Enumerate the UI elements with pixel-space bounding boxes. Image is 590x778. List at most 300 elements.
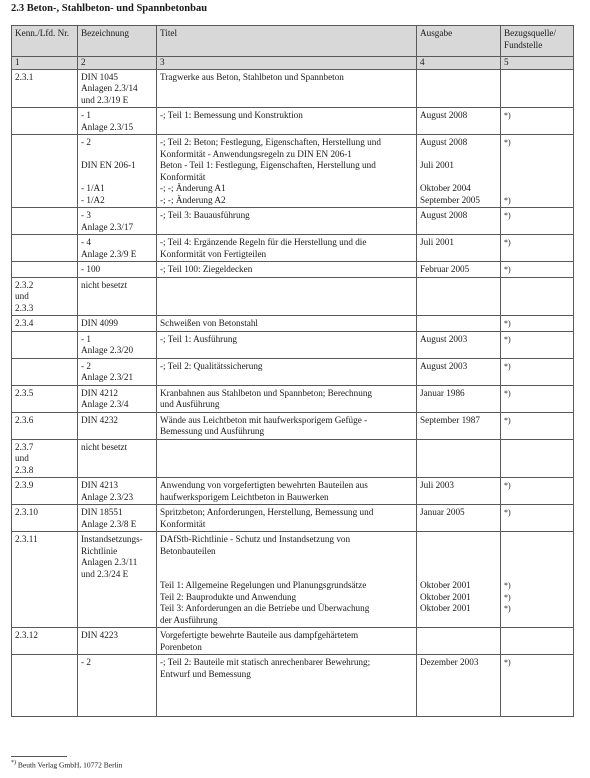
cell-kenn-nr [12, 108, 78, 135]
titel-line [160, 465, 413, 477]
bez-line: DIN 4099 [81, 318, 119, 328]
titel-line: Porenbeton [160, 641, 202, 652]
titel-line: -; Teil 1: Ausführung [160, 333, 238, 344]
bez-line [81, 465, 153, 477]
ausgabe-line [420, 519, 497, 531]
ref-line [504, 442, 570, 454]
cell-kenn-nr [12, 358, 78, 385]
bez-line: und 2.3/19 E [81, 94, 129, 105]
cell-ausgabe [417, 208, 501, 235]
cell-ausgabe [417, 358, 501, 385]
bez-line: DIN 4213 [81, 480, 119, 490]
cell-bezugsquelle [501, 135, 574, 208]
titel-line: DAfStb-Richtlinie - Schutz und Instandsetzung von [160, 534, 351, 544]
ref-line [504, 303, 570, 315]
ref-line [504, 426, 570, 438]
bez-line: nicht besetzt [81, 279, 128, 290]
bez-line [81, 592, 153, 604]
cell-kenn-nr [12, 532, 78, 628]
ausgabe-line [420, 492, 497, 504]
column-number: 2 [78, 57, 157, 70]
ref-line: *) [504, 415, 511, 425]
ausgabe-line [420, 569, 497, 581]
ref-line: *) [504, 111, 511, 120]
ausgabe-line [420, 642, 497, 654]
ref-line [504, 692, 570, 704]
ausgabe-line [420, 630, 497, 642]
cell-bezugsquelle [501, 412, 574, 439]
cell-titel [157, 331, 417, 358]
cell-titel [157, 208, 417, 235]
ausgabe-line [420, 83, 497, 95]
bez-line: und 2.3/24 E [81, 568, 129, 579]
bez-line: Anlage 2.3/8 E [81, 518, 137, 529]
bez-line [81, 615, 153, 627]
ref-line: *) [504, 604, 511, 613]
titel-line: Schweißen von Betonstahl [160, 318, 258, 328]
ausgabe-line: September 1987 [420, 414, 480, 425]
table-row [12, 235, 574, 262]
cell-kenn-nr [12, 277, 78, 316]
ref-line [504, 569, 570, 581]
cell-ausgabe [417, 331, 501, 358]
cell-titel [157, 439, 417, 478]
cell-ausgabe [417, 532, 501, 628]
ausgabe-line: August 2008 [420, 110, 468, 120]
titel-line: -; Teil 100: Ziegeldecken [160, 264, 253, 274]
cell-bezeichnung [78, 505, 157, 532]
ref-line: *) [504, 238, 511, 247]
titel-line: Teil 2: Bauprodukte und Anwendung [160, 591, 297, 602]
bez-line [81, 680, 153, 692]
ref-line: *) [504, 138, 511, 147]
bez-line: DIN 4223 [81, 630, 119, 640]
footnote-rule [11, 756, 67, 757]
kenn-nr-line: und [15, 291, 29, 301]
ref-line: *) [504, 581, 511, 590]
titel-line: -; Teil 4: Ergänzende Regeln für die Herstellung und die [160, 237, 367, 247]
bez-line: - 1/A1 [81, 183, 105, 193]
ausgabe-line [420, 303, 497, 315]
titel-line [160, 95, 413, 107]
titel-line: Teil 1: Allgemeine Regelungen und Planungsgrundsätze [160, 580, 367, 590]
ref-line [504, 249, 570, 261]
bez-line [81, 453, 153, 465]
bez-line: Anlage 2.3/21 [81, 372, 134, 382]
bez-line: - 100 [81, 264, 101, 274]
column-number: 4 [417, 57, 501, 70]
titel-line [160, 703, 413, 715]
table-row [12, 505, 574, 532]
bez-line: - 4 [81, 237, 91, 247]
titel-line: Wände aus Leichtbeton mit haufwerksporigem Gefüge - [160, 414, 368, 425]
cell-titel [157, 69, 417, 108]
cell-ausgabe [417, 628, 501, 655]
titel-line: -; Teil 3: Bauausführung [160, 210, 250, 220]
titel-line [160, 680, 413, 692]
ref-line [504, 291, 570, 303]
kenn-nr-line: 2.3.11 [15, 534, 38, 544]
ref-line: *) [504, 592, 511, 602]
kenn-nr-line: 2.3.5 [15, 387, 34, 398]
titel-line: Konformität - Anwendungsregeln zu DIN EN 206-1 [160, 148, 352, 159]
ausgabe-line [420, 222, 497, 234]
bez-line [81, 291, 153, 303]
ref-line: *) [504, 481, 511, 490]
ref-line: *) [504, 334, 511, 344]
cell-kenn-nr [12, 262, 78, 278]
ref-line [504, 160, 570, 172]
bez-line: - 1 [81, 110, 91, 120]
kenn-nr-line: 2.3.8 [15, 464, 34, 475]
header-titel: Titel [157, 26, 417, 57]
cell-kenn-nr [12, 385, 78, 412]
cell-kenn-nr [12, 505, 78, 532]
ref-line [504, 372, 570, 384]
bez-line [81, 426, 153, 438]
cell-bezeichnung [78, 532, 157, 628]
header-row [12, 26, 574, 57]
bez-line: Anlage 2.3/23 [81, 491, 134, 502]
titel-line: Kranbahnen aus Stahlbeton und Spannbeton; Berechnung [160, 387, 373, 398]
ref-line [504, 345, 570, 357]
titel-line [160, 569, 413, 581]
cell-ausgabe [417, 316, 501, 332]
table-row [12, 69, 574, 108]
cell-bezeichnung [78, 628, 157, 655]
cell-titel [157, 505, 417, 532]
cell-bezugsquelle [501, 655, 574, 717]
bez-line: Instandsetzungs- [81, 534, 143, 544]
ausgabe-line [420, 345, 497, 357]
cell-titel [157, 655, 417, 717]
cell-bezugsquelle [501, 532, 574, 628]
ausgabe-line: August 2003 [420, 333, 468, 344]
cell-titel [157, 628, 417, 655]
ausgabe-line: Juli 2001 [420, 237, 454, 247]
titel-line: Betonbauteilen [160, 545, 216, 556]
cell-ausgabe [417, 385, 501, 412]
ref-line [504, 615, 570, 627]
titel-line: Anwendung von vorgefertigten bewehrten Bauteilen aus [160, 480, 368, 490]
titel-line [160, 222, 413, 234]
cell-bezeichnung [78, 208, 157, 235]
cell-ausgabe [417, 505, 501, 532]
ausgabe-line [420, 372, 497, 384]
ref-line: *) [504, 361, 511, 371]
titel-line: Tragwerke aus Beton, Stahlbeton und Spannbeton [160, 71, 344, 82]
ref-line: *) [504, 211, 511, 220]
cell-bezeichnung [78, 358, 157, 385]
ausgabe-line: Oktober 2001 [420, 591, 471, 602]
norms-table [11, 25, 574, 717]
cell-ausgabe [417, 655, 501, 717]
header-kenn: Kenn./Lfd. Nr. [12, 26, 78, 57]
bez-line: Richtlinie [81, 545, 118, 556]
kenn-nr-line: 2.3.4 [15, 318, 34, 328]
ausgabe-line [420, 280, 497, 292]
cell-bezeichnung [78, 331, 157, 358]
ref-line [504, 492, 570, 504]
cell-bezeichnung [78, 655, 157, 717]
table-row [12, 655, 574, 717]
table-row [12, 439, 574, 478]
cell-titel [157, 235, 417, 262]
ausgabe-line: Januar 1986 [420, 387, 465, 398]
bez-line: - 2 [81, 657, 91, 667]
ausgabe-line: Oktober 2004 [420, 183, 471, 193]
cell-ausgabe [417, 412, 501, 439]
ausgabe-line [420, 249, 497, 261]
titel-line [160, 345, 413, 357]
ausgabe-line: September 2005 [420, 194, 480, 205]
ref-line [504, 122, 570, 134]
kenn-nr-line: 2.3.6 [15, 414, 34, 425]
ref-line [504, 399, 570, 411]
cell-bezeichnung [78, 412, 157, 439]
cell-ausgabe [417, 235, 501, 262]
titel-line: Konformität [160, 171, 206, 182]
cell-bezeichnung [78, 135, 157, 208]
table-row [12, 385, 574, 412]
titel-line: -; Teil 2: Qualitätssicherung [160, 360, 263, 371]
cell-bezeichnung [78, 478, 157, 505]
cell-bezugsquelle [501, 439, 574, 478]
bez-line: nicht besetzt [81, 441, 128, 452]
cell-bezeichnung [78, 439, 157, 478]
titel-line [160, 442, 413, 454]
kenn-nr-line: 2.3.3 [15, 302, 34, 313]
ausgabe-line [420, 122, 497, 134]
cell-kenn-nr [12, 331, 78, 358]
ausgabe-line: Juli 2001 [420, 160, 454, 170]
bez-line: Anlagen 2.3/11 [81, 557, 138, 567]
titel-line [160, 303, 413, 315]
titel-line: Konformität von Fertigteilen [160, 248, 267, 259]
cell-bezeichnung [78, 385, 157, 412]
table-row [12, 262, 574, 278]
cell-titel [157, 358, 417, 385]
ref-line: *) [504, 508, 511, 517]
titel-line: haufwerksporigem Leichtbeton in Bauwerken [160, 491, 329, 502]
table-row [12, 412, 574, 439]
ausgabe-line: Oktober 2001 [420, 580, 471, 590]
cell-bezugsquelle [501, 262, 574, 278]
cell-ausgabe [417, 478, 501, 505]
kenn-nr-line: 2.3.12 [15, 630, 38, 640]
table-row [12, 478, 574, 505]
cell-kenn-nr [12, 655, 78, 717]
cell-bezeichnung [78, 277, 157, 316]
ausgabe-line [420, 680, 497, 692]
bez-line: DIN 4212 [81, 387, 119, 398]
cell-bezugsquelle [501, 69, 574, 108]
titel-line: -; Teil 1: Bemessung und Konstruktion [160, 110, 303, 120]
bez-line: DIN 1045 [81, 71, 119, 82]
ref-line: *) [504, 319, 511, 328]
cell-titel [157, 316, 417, 332]
cell-bezugsquelle [501, 316, 574, 332]
ref-line [504, 546, 570, 558]
ref-line [504, 183, 570, 195]
ausgabe-line [420, 692, 497, 704]
table-row [12, 108, 574, 135]
ausgabe-line: Dezember 2003 [420, 657, 479, 667]
bez-line [81, 669, 153, 681]
titel-line: Entwurf und Bemessung [160, 668, 251, 679]
cell-ausgabe [417, 277, 501, 316]
cell-titel [157, 277, 417, 316]
kenn-nr-line: und [15, 453, 29, 463]
ausgabe-line: August 2008 [420, 137, 468, 147]
cell-bezugsquelle [501, 235, 574, 262]
cell-bezugsquelle [501, 208, 574, 235]
kenn-nr-line: 2.3.10 [15, 507, 38, 517]
cell-titel [157, 108, 417, 135]
ausgabe-line [420, 557, 497, 569]
table-row [12, 331, 574, 358]
cell-bezeichnung [78, 69, 157, 108]
ref-line: *) [504, 265, 511, 274]
column-number: 5 [501, 57, 574, 70]
ausgabe-line: Oktober 2001 [420, 603, 471, 613]
ref-line [504, 149, 570, 161]
ausgabe-line [420, 172, 497, 184]
kenn-nr-line: 2.3.9 [15, 480, 34, 490]
ausgabe-line [420, 442, 497, 454]
ref-line [504, 453, 570, 465]
ausgabe-line [420, 95, 497, 107]
cell-ausgabe [417, 69, 501, 108]
ref-line [504, 703, 570, 715]
bez-line [81, 642, 153, 654]
cell-kenn-nr [12, 235, 78, 262]
ref-line [504, 680, 570, 692]
titel-line: Konformität [160, 518, 206, 529]
cell-kenn-nr [12, 69, 78, 108]
table-row [12, 532, 574, 628]
ausgabe-line [420, 703, 497, 715]
cell-kenn-nr [12, 439, 78, 478]
cell-bezeichnung [78, 316, 157, 332]
ausgabe-line: Februar 2005 [420, 264, 470, 274]
ausgabe-line [420, 426, 497, 438]
titel-line: Bemessung und Ausführung [160, 426, 265, 436]
table-row [12, 358, 574, 385]
cell-kenn-nr [12, 208, 78, 235]
ref-line [504, 83, 570, 95]
cell-kenn-nr [12, 316, 78, 332]
ref-line [504, 172, 570, 184]
cell-ausgabe [417, 108, 501, 135]
titel-line: und Ausführung [160, 399, 220, 409]
ausgabe-line [420, 291, 497, 303]
ausgabe-line: Januar 2005 [420, 507, 465, 517]
bez-line: - 1 [81, 333, 91, 344]
ausgabe-line: Juli 2003 [420, 480, 454, 490]
bez-line: DIN 18551 [81, 507, 123, 517]
cell-bezugsquelle [501, 628, 574, 655]
table-row [12, 277, 574, 316]
cell-bezeichnung [78, 108, 157, 135]
bez-line [81, 703, 153, 715]
section-title: 2.3 Beton-, Stahlbeton- und Spannbetonbau [11, 3, 208, 14]
cell-bezugsquelle [501, 358, 574, 385]
ausgabe-line [420, 615, 497, 627]
column-number: 1 [12, 57, 78, 70]
ausgabe-line: August 2003 [420, 360, 468, 371]
bez-line [81, 580, 153, 592]
bez-line: Anlagen 2.3/14 [81, 83, 138, 93]
ausgabe-line [420, 465, 497, 477]
ref-line [504, 519, 570, 531]
titel-line: -; -; Änderung A2 [160, 194, 226, 205]
ausgabe-line [420, 318, 497, 330]
cell-titel [157, 262, 417, 278]
titel-line [160, 122, 413, 134]
column-number-row [12, 57, 574, 70]
titel-line: -; Teil 2: Bauteile mit statisch anrechenbarer Bewehrung; [160, 657, 371, 667]
titel-line: Vorgefertigte bewehrte Bauteile aus dampfgehärtetem [160, 630, 359, 640]
bez-line: DIN 4232 [81, 414, 119, 425]
ausgabe-line [420, 399, 497, 411]
ausgabe-line [420, 72, 497, 84]
ausgabe-line [420, 534, 497, 546]
cell-kenn-nr [12, 478, 78, 505]
header-bezeichnung: Bezeichnung [78, 26, 157, 57]
bez-line: Anlage 2.3/15 [81, 121, 134, 132]
cell-bezugsquelle [501, 331, 574, 358]
cell-bezeichnung [78, 262, 157, 278]
cell-titel [157, 135, 417, 208]
bez-line: - 2 [81, 360, 91, 371]
cell-ausgabe [417, 135, 501, 208]
titel-line [160, 692, 413, 704]
table-row [12, 628, 574, 655]
bez-line: DIN EN 206-1 [81, 160, 136, 170]
titel-line: -; -; Änderung A1 [160, 183, 226, 193]
footnote-text: Beuth Verlag GmbH, 10772 Berlin [17, 760, 123, 770]
cell-bezugsquelle [501, 277, 574, 316]
bez-line [81, 303, 153, 315]
ref-line [504, 669, 570, 681]
column-number: 3 [157, 57, 417, 70]
kenn-nr-line: 2.3.1 [15, 71, 34, 82]
ausgabe-line: August 2008 [420, 210, 468, 220]
ref-line [504, 72, 570, 84]
bez-line [81, 172, 153, 184]
ref-line [504, 222, 570, 234]
ref-line [504, 95, 570, 107]
kenn-nr-line: 2.3.2 [15, 279, 34, 290]
cell-bezeichnung [78, 235, 157, 262]
ausgabe-line [420, 669, 497, 681]
cell-titel [157, 532, 417, 628]
ref-line [504, 557, 570, 569]
bez-line [81, 603, 153, 615]
footnote [11, 760, 123, 770]
titel-line [160, 557, 413, 569]
ref-line [504, 280, 570, 292]
titel-line [160, 291, 413, 303]
cell-ausgabe [417, 439, 501, 478]
ausgabe-line [420, 546, 497, 558]
header-ausgabe: Ausgabe [417, 26, 501, 57]
ref-line: *) [504, 658, 511, 667]
bez-line: - 3 [81, 210, 91, 220]
bez-line: Anlage 2.3/9 E [81, 248, 137, 259]
titel-line [160, 83, 413, 95]
